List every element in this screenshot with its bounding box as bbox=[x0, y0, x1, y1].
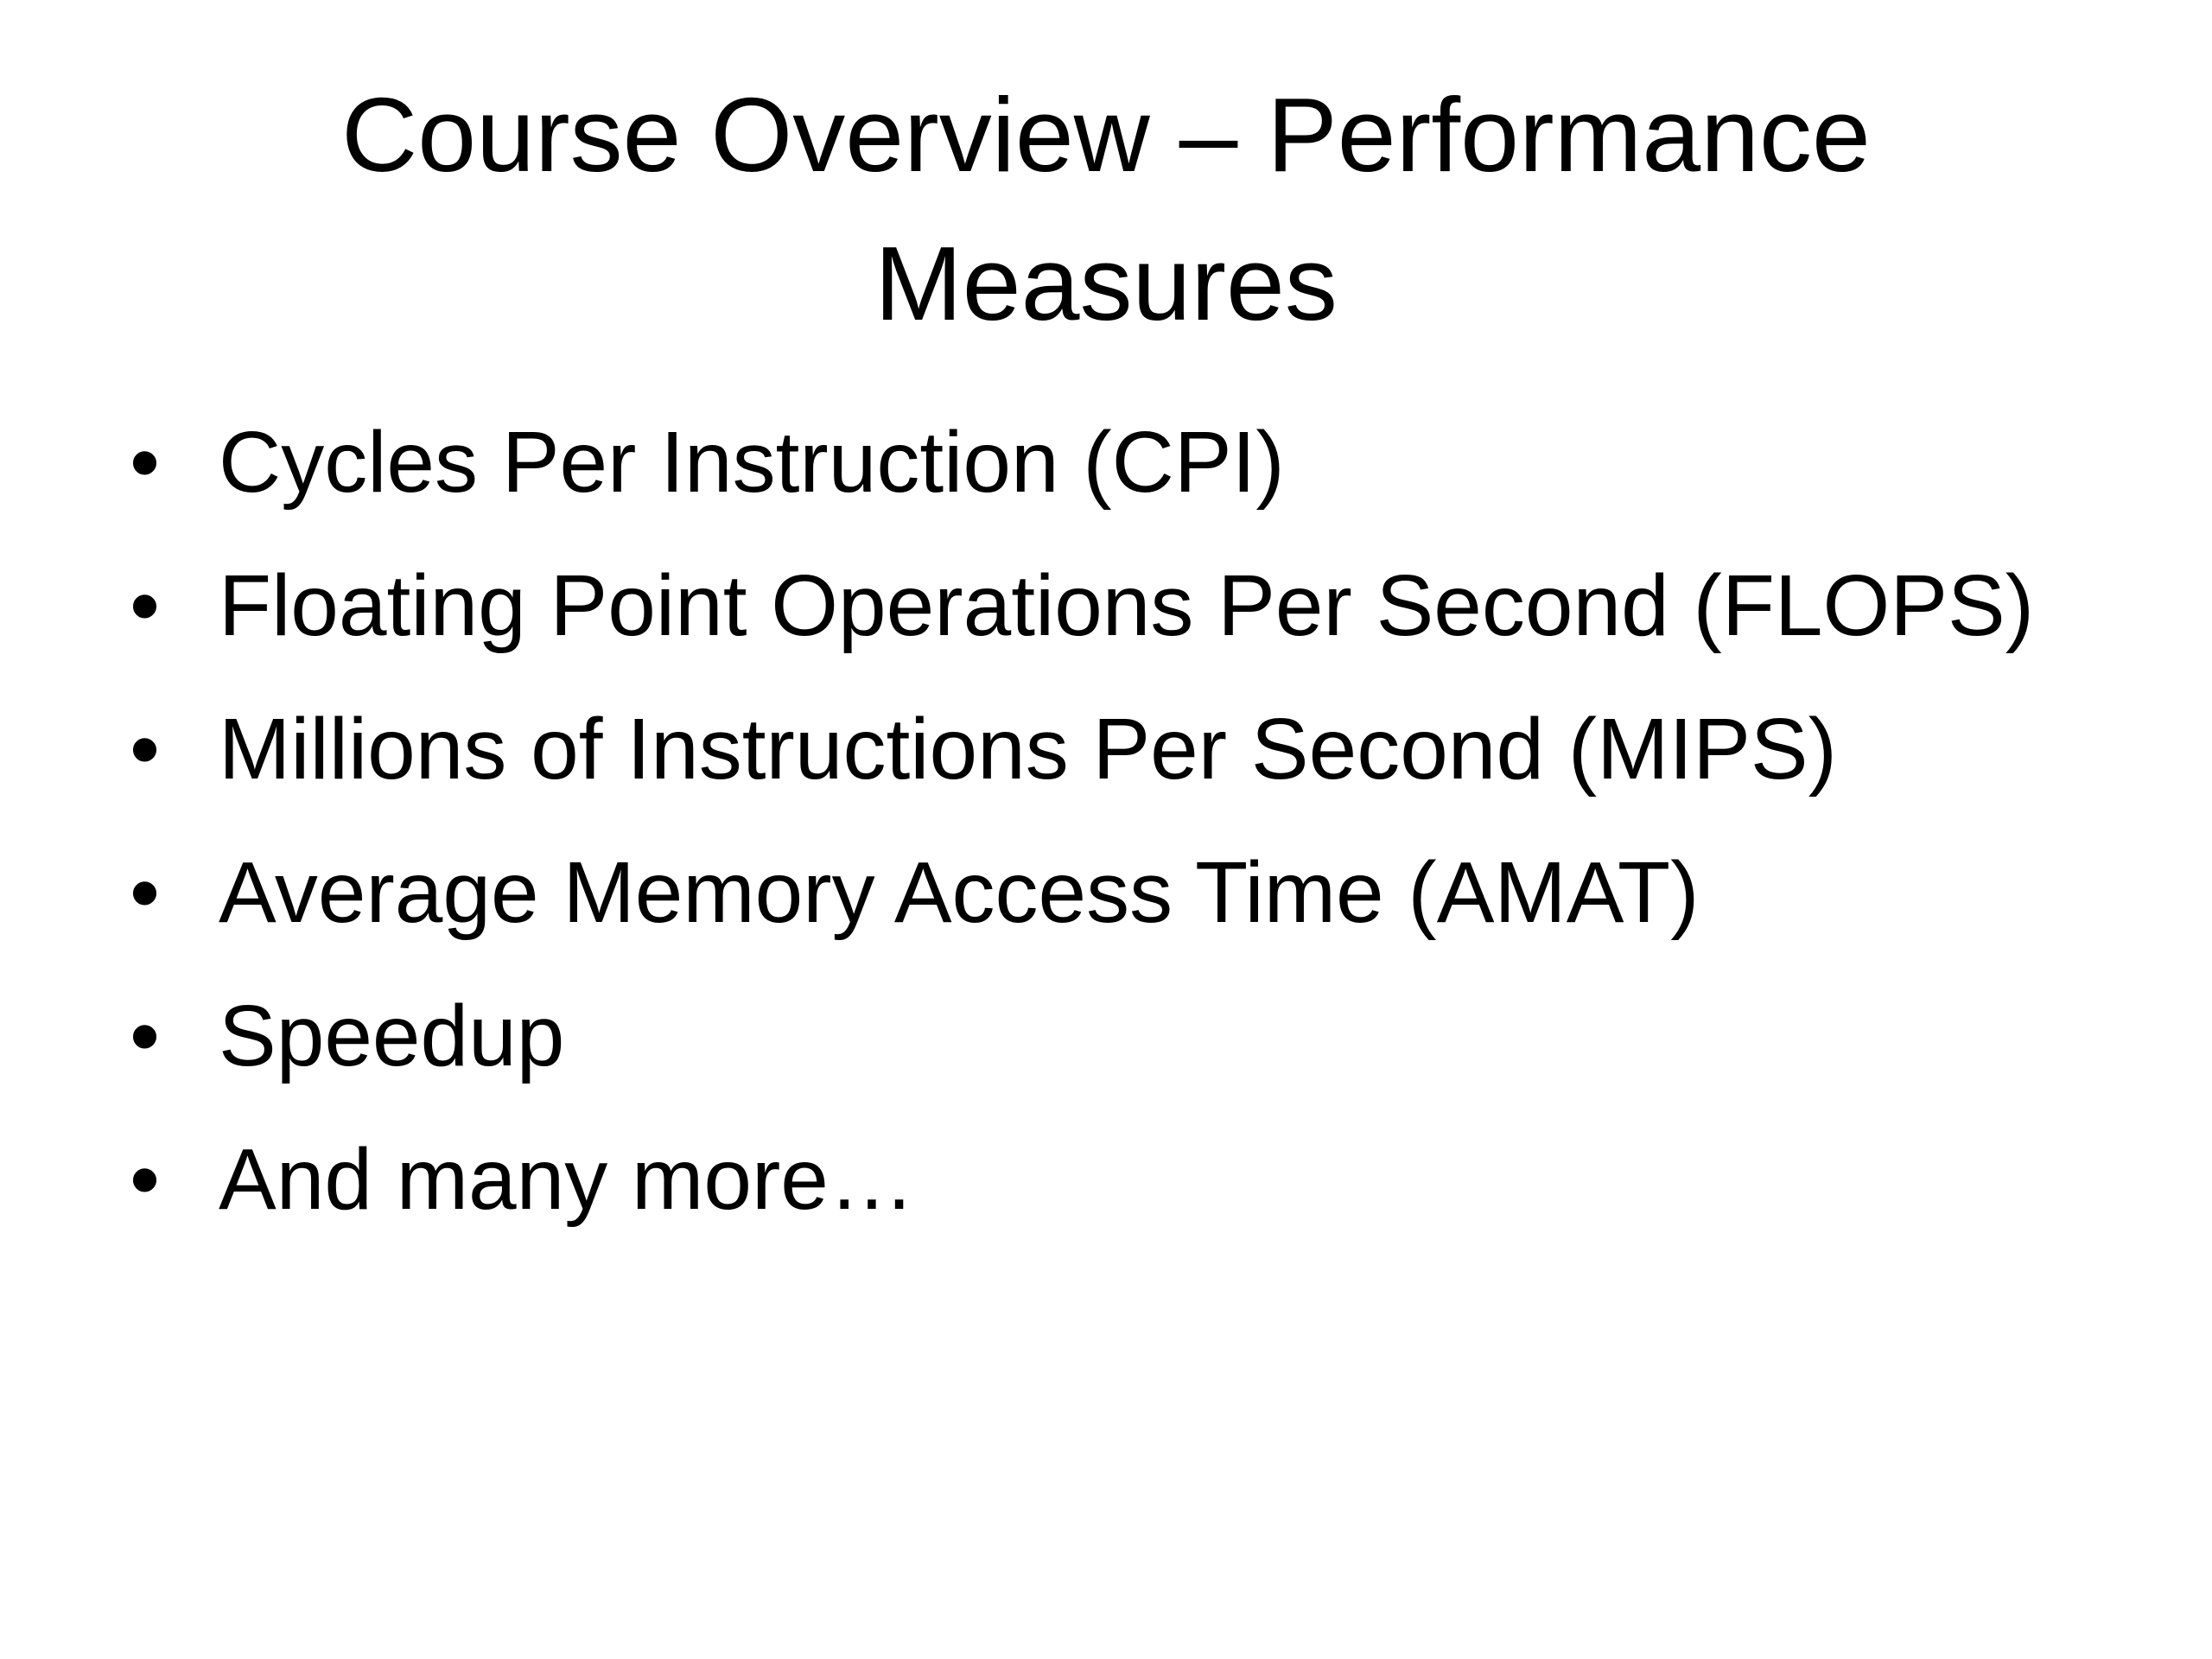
bullet-dot-icon: • bbox=[130, 1131, 161, 1228]
bullet-list bbox=[130, 402, 2117, 1262]
bullet-item-cpi bbox=[130, 402, 2117, 545]
bullet-text: Floating Point Operations Per Second (FLOPS) bbox=[219, 557, 2035, 654]
bullet-text: Cycles Per Instruction (CPI) bbox=[219, 414, 1285, 511]
bullet-text: And many more… bbox=[219, 1131, 915, 1228]
bullet-dot-icon: • bbox=[130, 701, 161, 798]
bullet-dot-icon: • bbox=[130, 414, 161, 511]
slide-title bbox=[173, 60, 2039, 358]
slide-title-line-1: Course Overview – Performance bbox=[341, 76, 1871, 194]
bullet-item-speedup bbox=[130, 976, 2117, 1119]
slide-title-line-2: Measures bbox=[874, 225, 1338, 342]
bullet-dot-icon: • bbox=[130, 557, 161, 654]
bullet-item-more bbox=[130, 1119, 2117, 1262]
bullet-item-mips bbox=[130, 689, 2117, 832]
bullet-text: Millions of Instructions Per Second (MIPS) bbox=[219, 701, 1837, 798]
bullet-dot-icon: • bbox=[130, 844, 161, 941]
bullet-text: Speedup bbox=[219, 988, 565, 1084]
bullet-text: Average Memory Access Time (AMAT) bbox=[219, 844, 1700, 941]
bullet-dot-icon: • bbox=[130, 988, 161, 1084]
bullet-item-flops bbox=[130, 545, 2117, 689]
bullet-item-amat bbox=[130, 832, 2117, 976]
